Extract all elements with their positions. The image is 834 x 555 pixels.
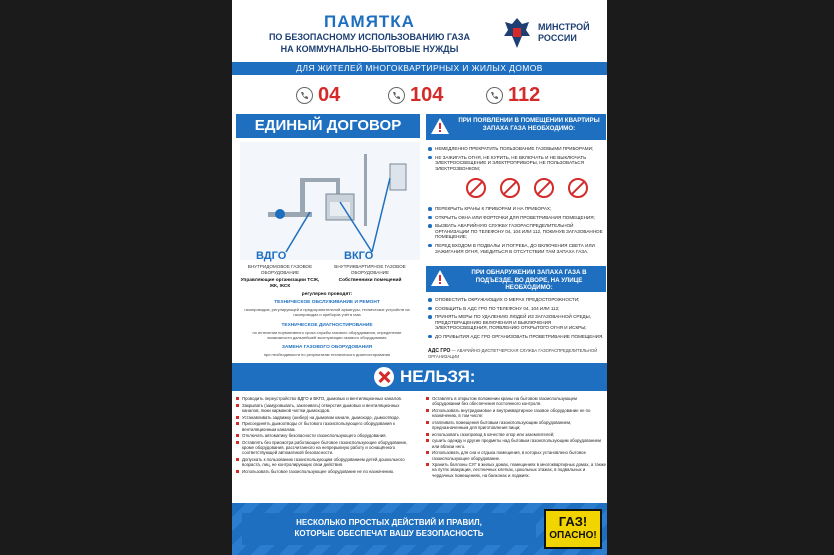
poster-title: ПАМЯТКА (324, 12, 415, 31)
list-item: ПЕРЕКРЫТЬ КРАНЫ К ПРИБОРАМ И НА ПРИБОРАХ; (428, 206, 604, 212)
gas-danger-sign (544, 509, 602, 549)
ads-gro-label: АДС ГРО (428, 348, 451, 354)
apartment-steps-list-2 (428, 206, 604, 257)
warning-triangle-icon (430, 269, 450, 287)
forbidden-list-left (236, 396, 416, 476)
phone-icon (388, 87, 405, 104)
phone-number: 112 (508, 84, 541, 106)
footer-line-2: КОТОРЫЕ ОБЕСПЕЧАТ ВАШУ БЕЗОПАСНОСТЬ (294, 529, 484, 538)
ads-gro-note (428, 348, 604, 359)
gas-sign-line-2: ОПАСНО! (549, 530, 597, 541)
list-item: Закрывать (замуровывать, заклеивать) отверстия дымовых и вентиляционных каналов, люки карманов чистки дымоходов. (236, 403, 416, 413)
footer-message (242, 513, 536, 545)
list-item: Проводить переустройство ВДГО и ВКГО, дымовых и вентиляционных каналов. (236, 396, 416, 401)
replacement-title: ЗАМЕНА ГАЗОВОГО ОБОРУДОВАНИЯ (281, 345, 373, 350)
forbidden-title: НЕЛЬЗЯ: (400, 367, 476, 386)
replacement-text: при необходимости по результатам технического диагностирования (263, 352, 391, 357)
outside-warning-header (426, 266, 606, 292)
forbidden-header (232, 363, 607, 391)
footer-line-1: НЕСКОЛЬКО ПРОСТЫХ ДЕЙСТВИЙ И ПРАВИЛ, (296, 518, 482, 527)
vdgo-description: ВНУТРИДОМОВОЕ ГАЗОВОЕ ОБОРУДОВАНИЕ (247, 264, 313, 275)
ministry-logo-text (538, 22, 598, 44)
list-item: НЕМЕДЛЕННО ПРЕКРАТИТЬ ПОЛЬЗОВАНИЕ ГАЗОВЫМИ ПРИБОРАМИ; (428, 146, 604, 152)
list-item: ДО ПРИБЫТИЯ АДС ГРО ОРГАНИЗОВАТЬ ПРОВЕТРИВАНИЕ ПОМЕЩЕНИЯ. (428, 334, 604, 340)
footer-banner (232, 503, 607, 555)
list-item: Хранить баллоны СУГ в жилых домах, помещениях в многоквартирных домах, а также на путях эвакуации, лестничных клетках, цокольных этажах, в подвальных и чердачных помещениях, на балконах и лоджиях. (426, 462, 606, 478)
list-item: Присоединять дымоотводы от бытового газоиспользующего оборудования к вентиляционным каналам. (236, 421, 416, 431)
ads-gro-text: — АВАРИЙНО-ДИСПЕТЧЕРСКАЯ СЛУЖБА ГАЗОРАСПРЕДЕЛИТЕЛЬНОЙ ОРГАНИЗАЦИИ (428, 348, 598, 359)
list-item: Допускать к пользованию газоиспользующим оборудованием детей дошкольного возраста, лиц, не контролирующих свои действия. (236, 457, 416, 467)
no-fire-icon (466, 178, 486, 198)
forbidden-list-right (426, 396, 606, 479)
maintenance-title: ТЕХНИЧЕСКОЕ ОБСЛУЖИВАНИЕ И РЕМОНТ (274, 300, 380, 305)
list-item: ПРИНЯТЬ МЕРЫ ПО УДАЛЕНИЮ ЛЮДЕЙ ИЗ ЗАГАЗОВАННОЙ СРЕДЫ, ПРЕДОТВРАЩЕНИЮ ВКЛЮЧЕНИЯ И ВЫКЛЮЧЕНИЯ ЭЛЕКТРООСВЕЩЕНИЯ, ПОЯВЛЕНИЮ ОТКРЫТОГО ОГНЯ И ИСКРЫ; (428, 314, 604, 331)
ministry-line-1: МИНСТРОЙ (538, 22, 590, 32)
no-doorbell-icon (568, 178, 588, 198)
prohibition-icons (430, 178, 606, 200)
list-item: отапливать помещения бытовым газоиспользующим оборудованием, предназначенным для приготовления пищи; (426, 420, 606, 430)
ministry-line-2: РОССИИ (538, 33, 577, 43)
vkgo-description: ВНУТРИКВАРТИРНОЕ ГАЗОВОЕ ОБОРУДОВАНИЕ (334, 264, 406, 275)
phone-number: 04 (318, 84, 341, 106)
phone-number: 104 (410, 84, 444, 106)
vdgo-label: ВДГО (256, 250, 287, 262)
list-item: использовать газопровод в качестве опор или заземлителей; (426, 432, 606, 437)
list-item: Использовать бытовое газоиспользующее оборудование не по назначению. (236, 469, 416, 474)
phone-icon (486, 87, 503, 104)
outside-warning-title: ПРИ ОБНАРУЖЕНИИ ЗАПАХА ГАЗА В ПОДЪЕЗДЕ, ВО ДВОРЕ, НА УЛИЦЕ НЕОБХОДИМО: (471, 269, 587, 291)
list-item: Оставлять без присмотра работающее бытовое газоиспользующее оборудование, кроме оборудования, рассчитанного на непрерывную работу и оснащённого соответствующей автоматикой безопасности. (236, 440, 416, 456)
gas-equipment-diagram (240, 142, 420, 260)
contract-title: ЕДИНЫЙ ДОГОВОР (236, 114, 420, 138)
list-item: ВЫЗВАТЬ АВАРИЙНУЮ СЛУЖБУ ГАЗОРАСПРЕДЕЛИТЕЛЬНОЙ ОРГАНИЗАЦИИ ПО ТЕЛЕФОНУ 04, 104 ИЛИ 112, ПОКИНУВ ЗАГАЗОВАННОЕ ПОМЕЩЕНИЕ; (428, 223, 604, 240)
forbidden-x-icon (374, 367, 394, 387)
list-item: Отключать автоматику безопасности газоиспользующего оборудования. (236, 433, 416, 438)
list-item: Использовать для сна и отдыха помещения, в которых установлено бытовое газоиспользующее оборудование. (426, 450, 606, 460)
outside-steps-list (428, 297, 604, 343)
list-item: НЕ ЗАЖИГАТЬ ОГНЯ, НЕ КУРИТЬ, НЕ ВКЛЮЧАТЬ И НЕ ВЫКЛЮЧАТЬ ЭЛЕКТРООСВЕЩЕНИЕ И ЭЛЕКТРОПРИБОРЫ, НЕ ПОЛЬЗОВАТЬСЯ ЭЛЕКТРОЗВОНКОМ; (428, 155, 604, 172)
list-item: СООБЩИТЬ В АДС ГРО ПО ТЕЛЕФОНУ 04, 104 ИЛИ 112; (428, 306, 604, 312)
list-item: ПЕРЕД ВХОДОМ В ПОДВАЛЫ И ПОГРЕБА, ДО ВКЛЮЧЕНИЯ СВЕТА ИЛИ ЗАЖИГАНИЯ ОГНЯ, УБЕДИТЬСЯ В ОТСУТСТВИИ ТАМ ЗАПАХА ГАЗА. (428, 243, 604, 254)
vdgo-responsible: Управляющие организации ТСЖ, ЖК, ЖСК (240, 278, 320, 289)
phone-icon (296, 87, 313, 104)
diagnostics-text: по истечении нормативного срока службы газового оборудования, определение возможности дальнейшей эксплуатации газового оборудования (252, 330, 402, 340)
list-item: Оставлять в открытом положении краны на бытовом газоиспользующем оборудовании без обеспечения постоянного контроля. (426, 396, 606, 406)
gas-sign-line-1: ГАЗ! (558, 514, 588, 529)
list-item: ОПОВЕСТИТЬ ОКРУЖАЮЩИХ О МЕРАХ ПРЕДОСТОРОЖНОСТИ; (428, 297, 604, 303)
apartment-warning-header (426, 114, 606, 140)
no-light-switch-icon (534, 178, 554, 198)
phone-numbers (232, 84, 607, 108)
poster-subtitle-2: НА КОММУНАЛЬНО-БЫТОВЫЕ НУЖДЫ (280, 44, 459, 54)
list-item: ОТКРЫТЬ ОКНА ИЛИ ФОРТОЧКИ ДЛЯ ПРОВЕТРИВАНИЯ ПОМЕЩЕНИЯ; (428, 215, 604, 221)
regulates-label: регулярно проводят: (301, 292, 353, 297)
diagnostics-title: ТЕХНИЧЕСКОЕ ДИАГНОСТИРОВАНИЕ (281, 323, 373, 328)
list-item: Устанавливать задвижку (шибер) на дымовом канале, дымоходе, дымоотводе. (236, 415, 416, 420)
audience-band: ДЛЯ ЖИТЕЛЕЙ МНОГОКВАРТИРНЫХ И ЖИЛЫХ ДОМОВ (232, 62, 607, 75)
vkgo-responsible: Собственники помещений (338, 278, 402, 283)
list-item: Использовать внутридомовое и внутриквартирное газовое оборудование не по назначению, в том числе: (426, 408, 606, 418)
maintenance-text: газопроводов, регулирующей и предохранительной арматуры, технических устройств на газопроводах и приборов учёта газа (244, 307, 410, 317)
vkgo-label: ВКГО (344, 250, 374, 262)
apartment-steps-list (428, 146, 604, 174)
apartment-warning-title: ПРИ ПОЯВЛЕНИИ В ПОМЕЩЕНИИ КВАРТИРЫ ЗАПАХА ГАЗА НЕОБХОДИМО: (458, 117, 600, 132)
list-item: сушить одежду и другие предметы над бытовым газоиспользующим оборудованием или вблизи него. (426, 438, 606, 448)
no-smoking-icon (500, 178, 520, 198)
eagle-emblem-icon (502, 16, 532, 50)
warning-triangle-icon (430, 117, 450, 135)
poster-subtitle-1: ПО БЕЗОПАСНОМУ ИСПОЛЬЗОВАНИЮ ГАЗА (268, 32, 471, 42)
memo-poster (232, 0, 607, 555)
